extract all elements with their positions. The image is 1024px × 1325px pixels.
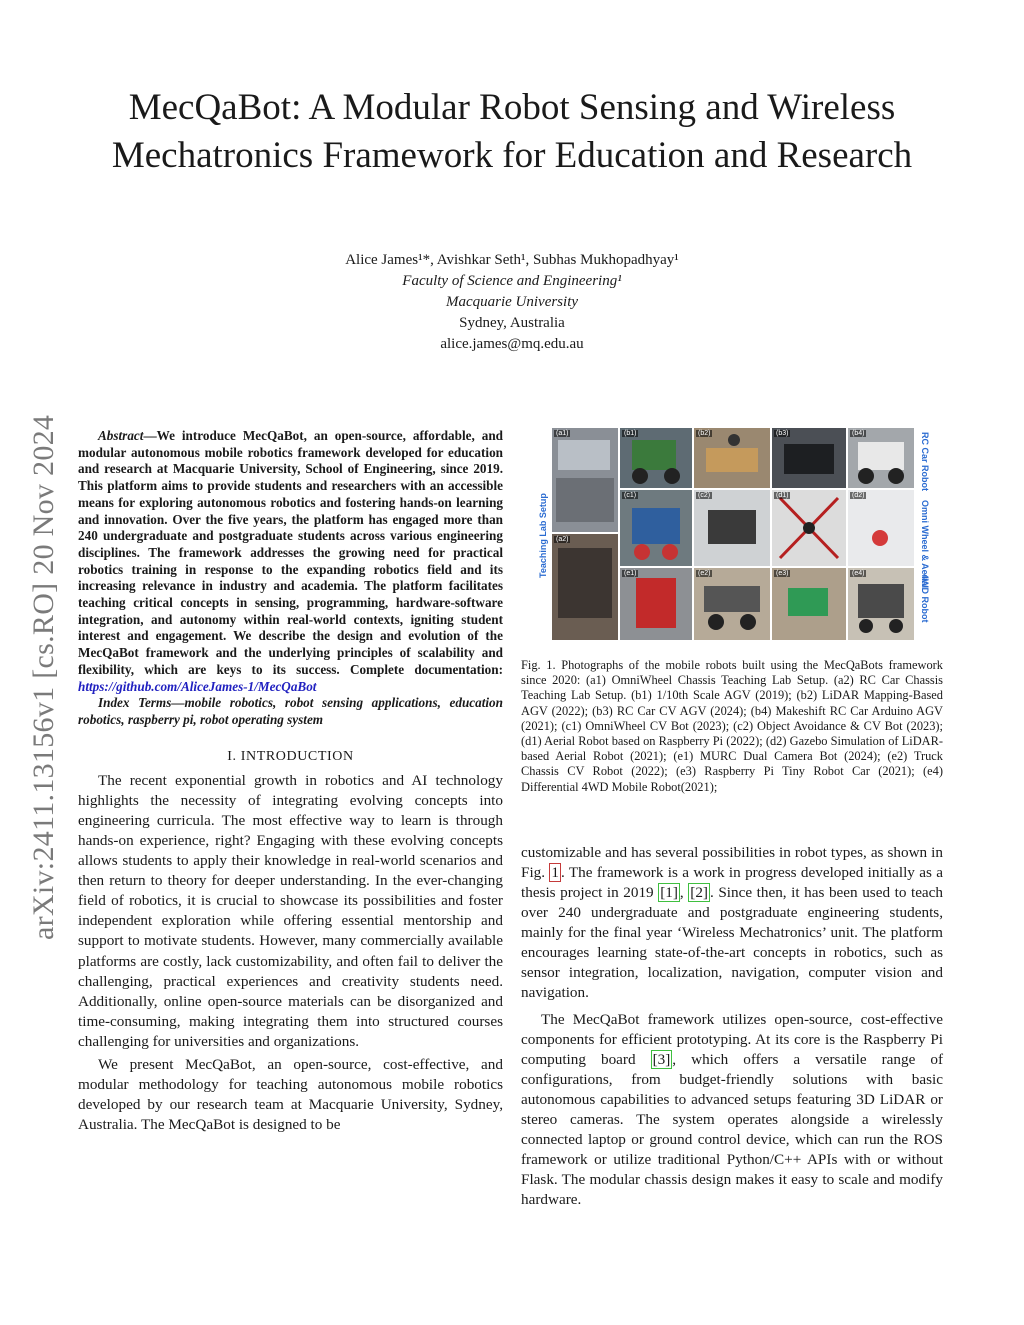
tag-c2: (c2): [698, 492, 711, 499]
right-p2-text-b: , which offers a versatile range of configurations, from budget-friendly solutions with basic autonomous capabilities to advanced setups featuring 3D LiDAR or stereo cameras. The system operates alongside a wirelessly connected laptop or ground control device, which can run the ROS framework or utilize traditional Python/C++ APIs with or without Flask. The modular chassis design makes it easy to scale and modify hardware.: [521, 1050, 943, 1209]
tag-e1: (e1): [624, 570, 637, 577]
right-paragraph-2: [521, 1010, 943, 1211]
figure-caption: Fig. 1. Photographs of the mobile robots built using the MecQaBots framework since 2020: (a1) OmniWheel Chassis Teaching Lab Setup. (a2) RC Car Chassis Teaching Lab Setup. (b1) 1/10th Scale AGV (2019); (b2) LiDAR Mapping-Based AGV (2022); (b3) RC Car CV AGV (2024); (b4) Makeshift RC Car Arduino AGV (2021); (c1) OmniWheel CV Bot (2023); (c2) Object Avoidance & CV Bot (2023); (d1) Aerial Robot based on Raspberry Pi (2022); (d2) Gazebo Simulation of LiDAR-based Aerial Robot (2021); (e1) MURC Dual Camera Bot (2024); (e2) Truck Chassis CV Robot (2022); (e3) Raspberry Pi Tiny Robot Car (2021); (e4) Differential 4WD Mobile Robot(2021);: [521, 658, 943, 794]
figure-robot-photos: [536, 428, 932, 640]
paper-title: MecQaBot: A Modular Robot Sensing and Wireless Mechatronics Framework for Education and Research: [111, 87, 913, 176]
tag-b4: (b4): [852, 430, 865, 437]
citation-link-1[interactable]: [1]: [660, 884, 678, 902]
intro-paragraph-1: The recent exponential growth in robotics and AI technology highlights the necessity of integrating evolving concepts into engineering curricula. The most effective way to learn is through hands-on experience, right? Engaging with these evolving concepts allows students to apply their knowledge in real-world scenarios and then return to theory for deeper understanding. In the ever-changing field of robotics, it is crucial to showcase its possibilities and foster independent exploration while offering essential mentorship and support to motivate students. However, many commercially available platforms are costly, lack customizability, and often fail to deliver the challenging, practical experiences and creativity students need. Additionally, online open-source materials can be disorganized and time-consuming, making integrating them into structured courses challenging for universities and organizations.: [78, 771, 503, 1050]
label-4wd: 4WD Robot: [920, 574, 930, 623]
right-p1-text-c: . Since then, it has been used to teach over 240 undergraduate and postgraduate engineering students, mainly for the final year ‘Wireless Mechatronics’ unit. The platform encourages learning state-of-the-art concepts in robotics, such as sensor integration, localization, navigation, computer vision and navigation.: [521, 884, 944, 1002]
tag-b1: (b1): [624, 430, 637, 437]
right-paragraph-1: [521, 843, 943, 1004]
tag-b3: (b3): [776, 430, 789, 437]
right-p1-text-a: customizable and has several possibilities in robot types, as shown in Fig.: [521, 843, 943, 881]
tag-a2: (a2): [556, 536, 569, 543]
author-university: Macquarie University: [445, 294, 579, 310]
tag-e2: (e2): [698, 570, 711, 577]
label-teaching-lab: Teaching Lab Setup: [538, 493, 548, 578]
documentation-link[interactable]: https://github.com/AliceJames-1/MecQaBot: [78, 678, 317, 694]
abstract-lead: Abstract: [98, 428, 144, 443]
figure-reference-link[interactable]: 1: [551, 863, 559, 881]
author-location: Sydney, Australia: [459, 315, 565, 331]
author-names: Alice James¹*, Avishkar Seth¹, Subhas Mukhopadhyay¹: [345, 252, 679, 268]
author-affiliation: Faculty of Science and Engineering¹: [402, 273, 622, 289]
right-p1-text-b: . The framework is a work in progress developed initially as a thesis project in 2019: [521, 863, 943, 902]
citation-link-3[interactable]: [3]: [652, 1050, 671, 1068]
tag-e3: (e3): [776, 570, 789, 577]
tag-d2: (d2): [852, 492, 865, 499]
tag-c1: (c1): [624, 492, 637, 499]
abstract: [78, 428, 503, 695]
abstract-text: —We introduce MecQaBot, an open-source, affordable, and modular autonomous mobile robotics framework developed for education and research at Macquarie University, School of Engineering, since 2019. This platform aims to provide students and researchers with an accessible means for exploring autonomous robotics and fostering hands-on learning and innovation. Over the five years, the platform has engaged more than 240 undergraduate and postgraduate students across various engineering disciplines. The framework addresses the growing need for practical robotics training in response to the expanding robotics field and its increasing relevance in industry and academia. The platform facilitates teaching critical concepts in sensing, programming, hardware-software integration, and autonomy within real-world contexts, igniting student interest and engagement. We describe the design and evolution of the MecQaBot framework and the underlying principles of scalability and flexibility, which are keys to its success. Complete documentation:: [78, 428, 503, 677]
tag-e4: (e4): [852, 570, 865, 577]
tag-a1: (a1): [556, 430, 569, 437]
robot-photo-collage: [536, 428, 932, 640]
left-column: [78, 428, 503, 1135]
label-omni-aerial: Omni Wheel & Aerial: [920, 500, 930, 589]
arxiv-identifier: arXiv:2411.13156v1 [cs.RO] 20 Nov 2024: [27, 414, 60, 940]
section-heading-introduction: I. INTRODUCTION: [227, 748, 354, 764]
citation-separator: ,: [679, 884, 689, 902]
intro-paragraph-2: We present MecQaBot, an open-source, cost-effective, and modular methodology for teaching autonomous mobile robotics developed by our research team at Macquarie University, Sydney, Australia. The MecQaBot is designed to be: [78, 1055, 503, 1134]
index-terms: Index Terms—mobile robotics, robot sensing applications, education robotics, raspberry pi, robot operating system: [78, 695, 503, 727]
citation-link-2[interactable]: [2]: [690, 884, 708, 902]
tag-b2: (b2): [698, 430, 711, 437]
right-column: [521, 428, 943, 1211]
author-block: [150, 250, 874, 355]
photo-d2: [848, 490, 914, 566]
tag-d1: (d1): [776, 492, 789, 499]
label-rc-car: RC Car Robot: [920, 432, 930, 491]
right-p2-text-a: The MecQaBot framework utilizes open-source, cost-effective components for efficient prototyping. At its core is the Raspberry Pi computing board: [521, 1010, 943, 1068]
author-email[interactable]: alice.james@mq.edu.au: [440, 336, 584, 352]
